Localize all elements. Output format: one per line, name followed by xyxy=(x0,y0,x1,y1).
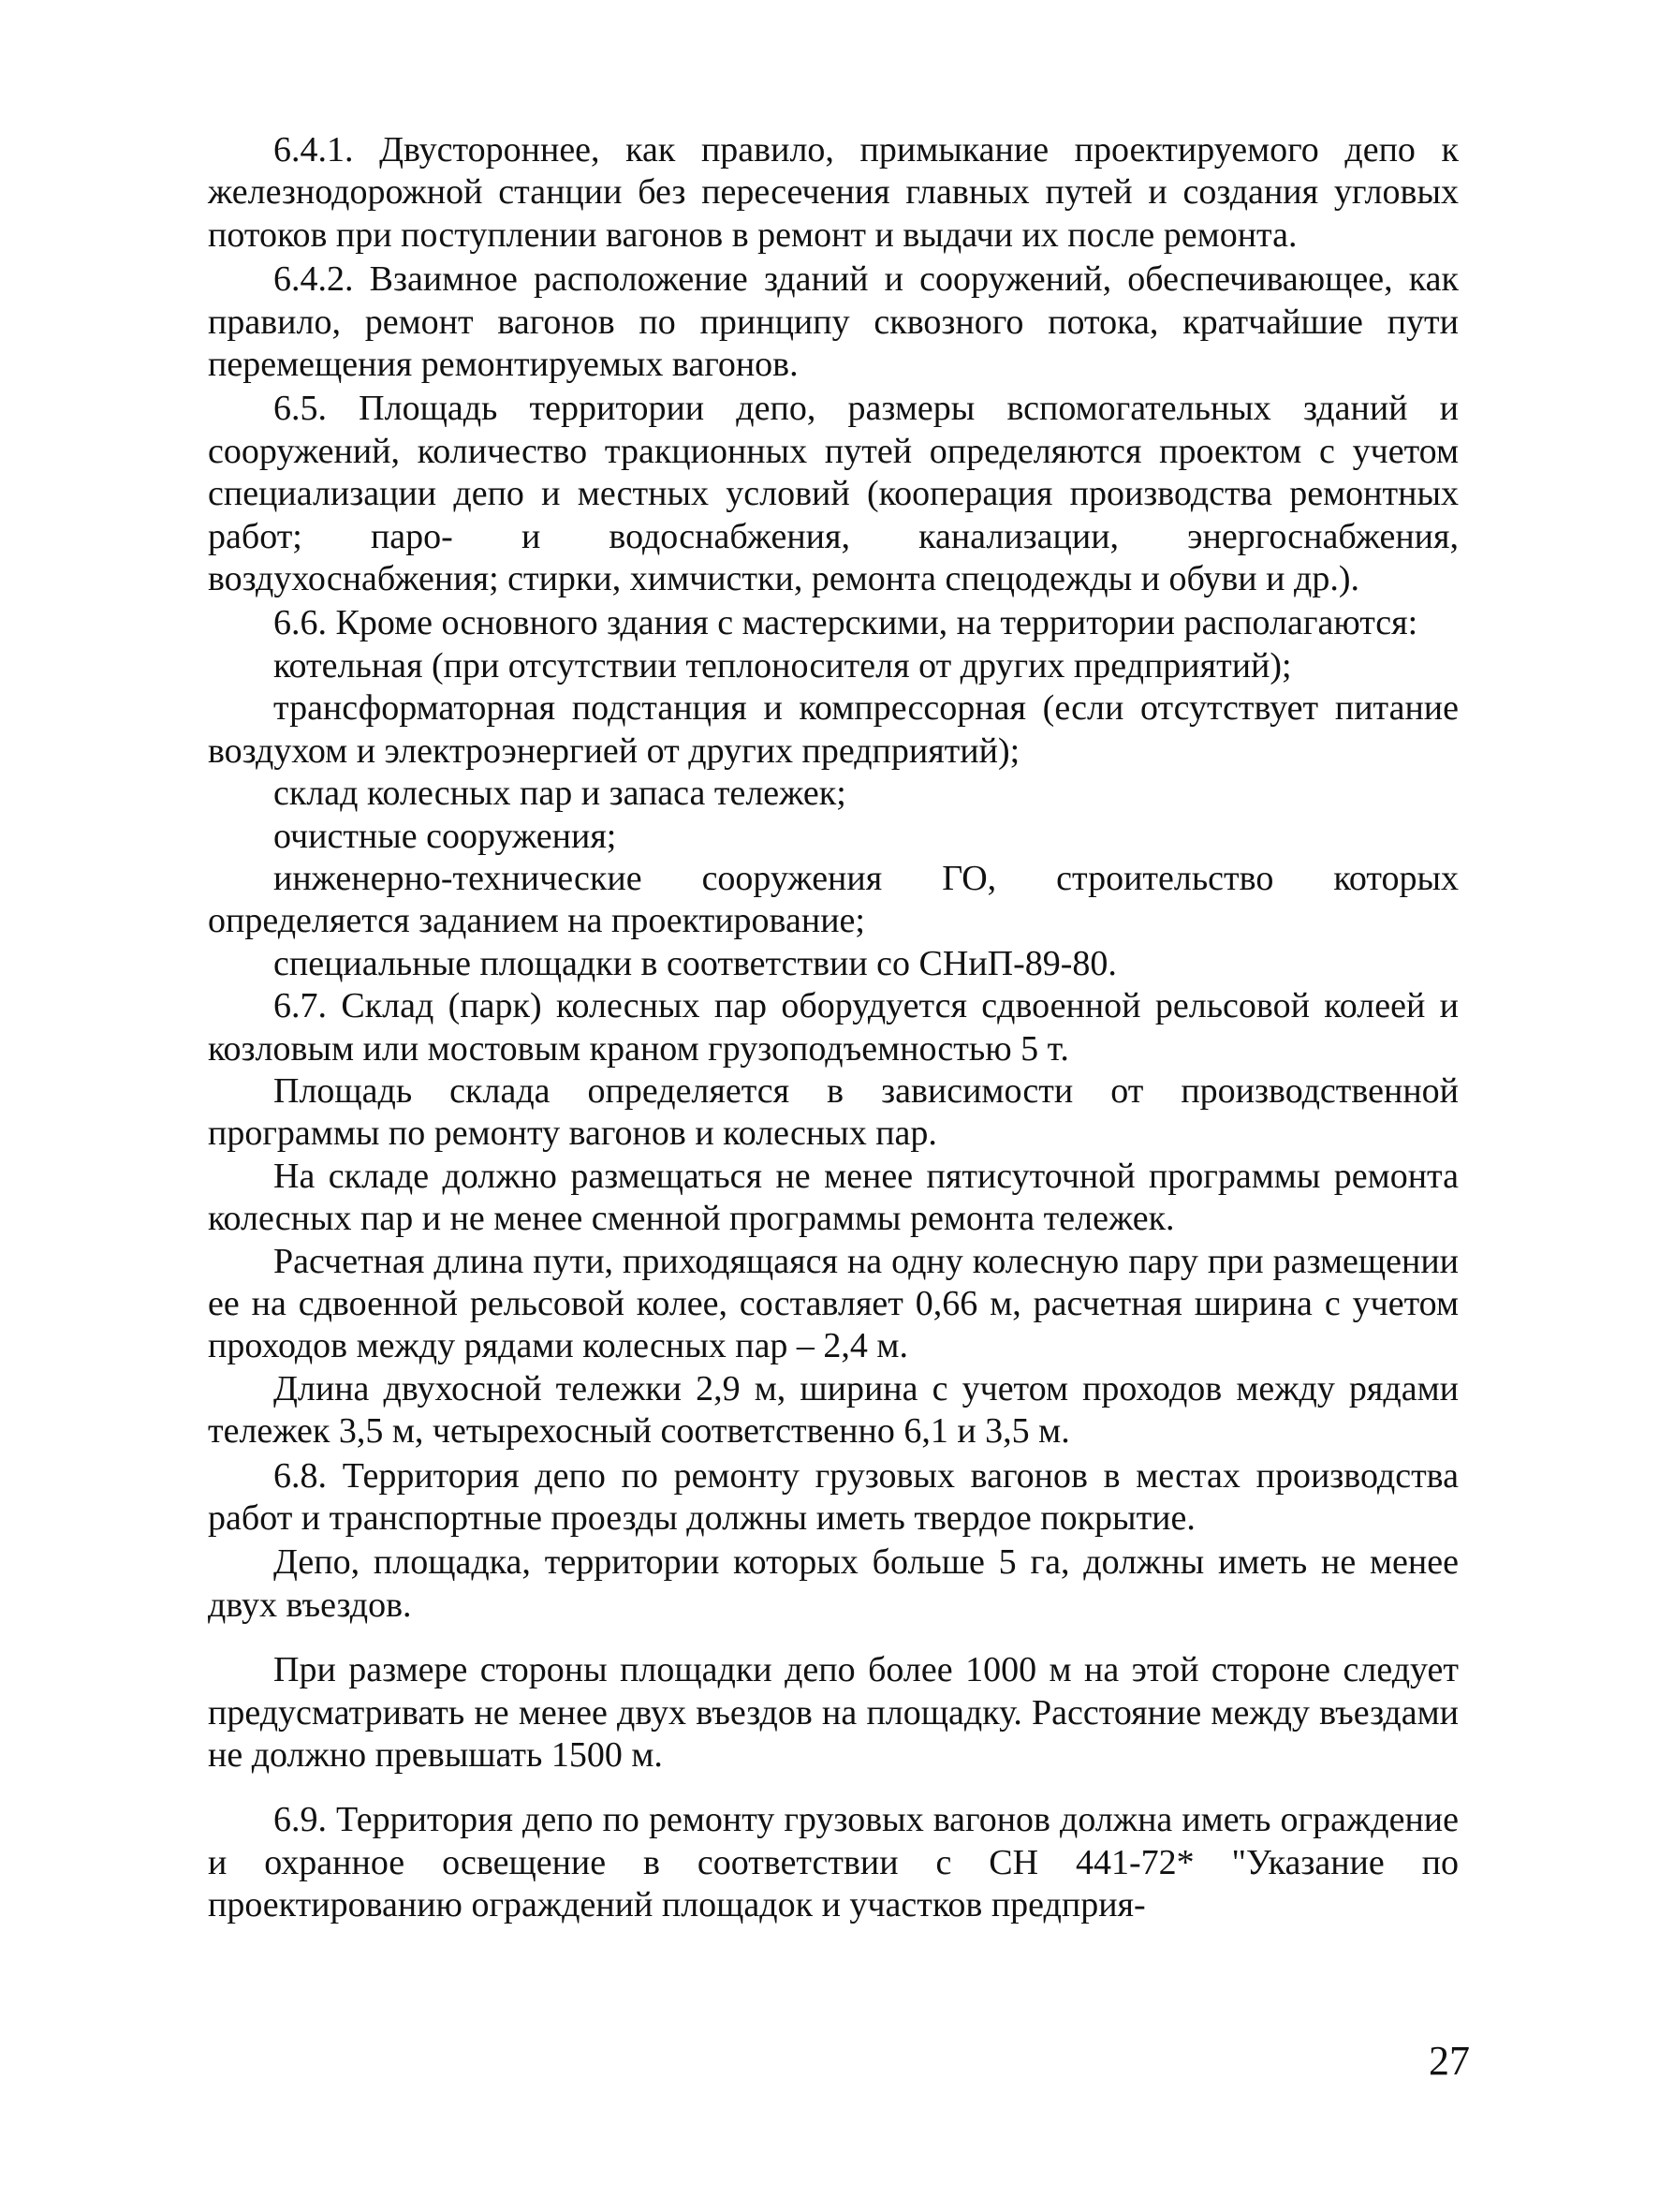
list-item-treatment-facilities: очистные сооружения; xyxy=(273,816,617,856)
list-item-boiler-house: котельная (при отсутствии теплоносителя от других предприятий); xyxy=(273,645,1292,686)
list-item-substation: трансформаторная подстанция и компрессорная (если отсутствует питание воздухом и электроэнергией от других предприятий); xyxy=(208,688,1459,771)
paragraph-6-6: 6.6. Кроме основного здания с мастерскими, на территории располагаются: xyxy=(273,603,1418,643)
list-item-civil-defense: инженерно-технические сооружения ГО, строительство которых определяется заданием на проектирование; xyxy=(208,858,1459,941)
body-text xyxy=(208,129,1459,1927)
list-item-special-sites: специальные площадки в соответствии со СНиП-89-80. xyxy=(273,943,1117,983)
paragraph-6-7: 6.7. Склад (парк) колесных пар оборудуется сдвоенной рельсовой колеей и козловым или мостовым краном грузоподъемностью 5 т. xyxy=(208,986,1459,1069)
paragraph-6-8: 6.8. Территория депо по ремонту грузовых вагонов в местах производства работ и транспортные проезды должны иметь твердое покрытие. xyxy=(208,1455,1459,1538)
page-number: 27 xyxy=(1429,2038,1470,2084)
paragraph-6-4-2: 6.4.2. Взаимное расположение зданий и сооружений, обеспечивающее, как правило, ремонт вагонов по принципу сквозного потока, кратчайшие пути перемещения ремонтируемых вагонов. xyxy=(208,259,1459,385)
paragraph-storage-capacity: На складе должно размещаться не менее пятисуточной программы ремонта колесных пар и не менее сменной программы ремонта тележек. xyxy=(208,1156,1459,1239)
paragraph-entrances: Депо, площадка, территории которых больше 5 га, должны иметь не менее двух въездов. xyxy=(208,1542,1459,1625)
paragraph-track-length: Расчетная длина пути, приходящаяся на одну колесную пару при размещении ее на сдвоенной рельсовой колее, составляет 0,66 м, расчетная ширина с учетом проходов между рядами колесных пар – 2,4 м. xyxy=(208,1241,1459,1366)
paragraph-bogie-dimensions: Длина двухосной тележки 2,9 м, ширина с учетом проходов между рядами тележек 3,5 м, четырехосный соответственно 6,1 и 3,5 м. xyxy=(208,1368,1459,1452)
paragraph-storage-area: Площадь склада определяется в зависимости от производственной программы по ремонту вагонов и колесных пар. xyxy=(208,1070,1459,1154)
paragraph-6-5: 6.5. Площадь территории депо, размеры вспомогательных зданий и сооружений, количество тракционных путей определяются проектом с учетом специализации депо и местных условий (кооперация производства ремонтных работ; паро- и водоснабжения, канализации, энергоснабжения, воздухоснабжения; стирки, химчистки, ремонта спецодежды и обуви и др.). xyxy=(208,389,1459,599)
paragraph-6-4-1: 6.4.1. Двустороннее, как правило, примыкание проектируемого депо к железнодорожной станции без пересечения главных путей и создания угловых потоков при поступлении вагонов в ремонт и выдачи их после ремонта. xyxy=(208,130,1459,255)
paragraph-entrance-spacing: При размере стороны площадки депо более 1000 м на этой стороне следует предусматривать не менее двух въездов на площадку. Расстояние между въездами не должно превышать 1500 м. xyxy=(208,1650,1459,1776)
list-item-wheelset-storage: склад колесных пар и запаса тележек; xyxy=(273,774,846,814)
paragraph-6-9: 6.9. Территория депо по ремонту грузовых вагонов должна иметь ограждение и охранное освещение в соответствии с СН 441-72* "Указание по проектированию ограждений площадок и участков предприя- xyxy=(208,1800,1459,1925)
